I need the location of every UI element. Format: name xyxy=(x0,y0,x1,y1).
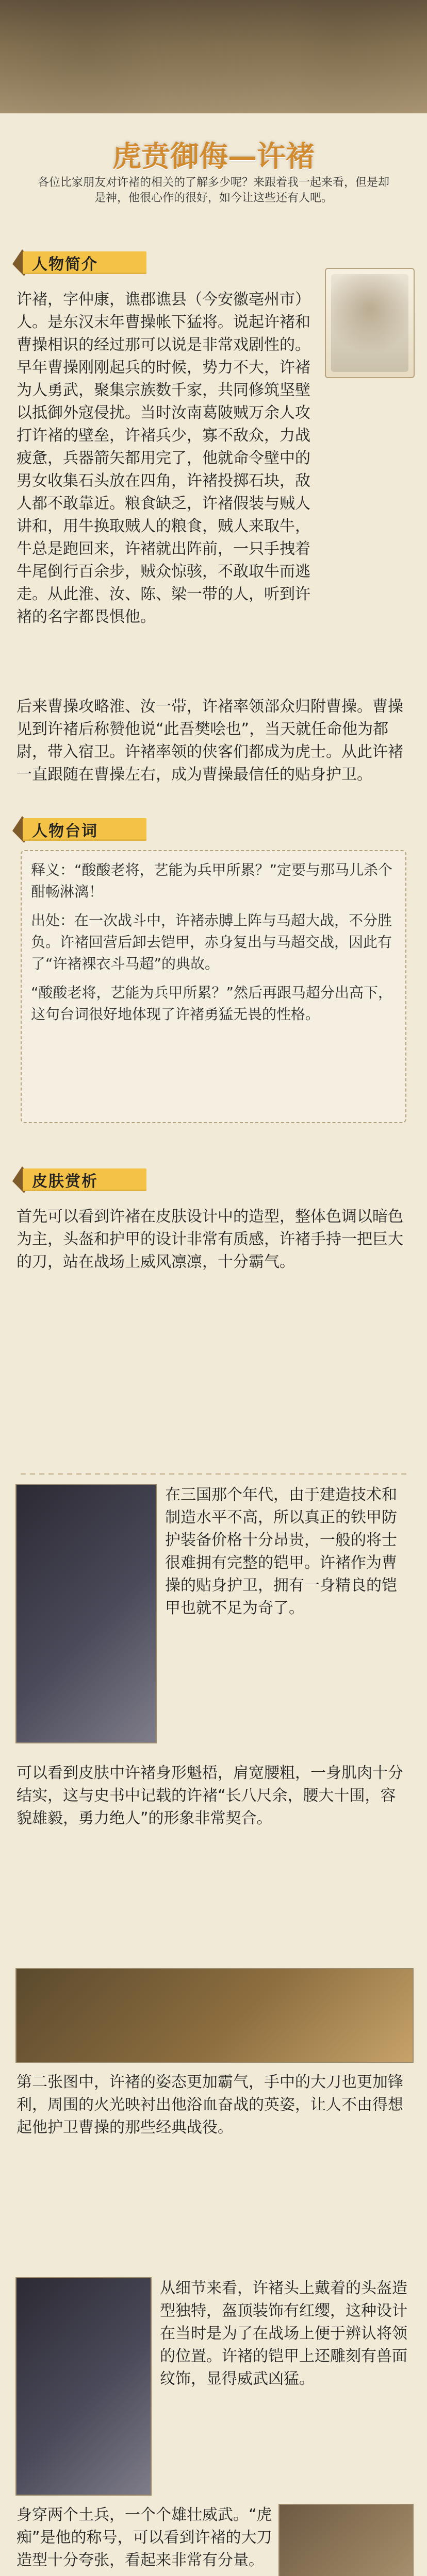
section-header-lines xyxy=(12,814,167,845)
lines-note: “酸酸老将，艺能为兵甲所累？”然后再跟马超分出高下，这句台词很好地体现了许褚勇猛无畏的性格。 xyxy=(31,984,393,1023)
portrait-figure xyxy=(325,268,415,378)
skin-image-3 xyxy=(15,2277,152,2496)
paragraph-text: 首先可以看到许褚在皮肤设计中的造型，整体色调以暗色为主，头盔和护甲的设计非常有质感，许褚手持一把巨大的刀，站在战场上威风凛凛，十分霸气。 xyxy=(17,1208,403,1271)
lines-box xyxy=(21,850,406,1123)
lines-quote: 释义：“酸酸老将，艺能为兵甲所累？”定要与那马儿杀个酣畅淋漓！ xyxy=(31,861,393,900)
section3-paragraph-2 xyxy=(165,1484,412,1752)
paragraph-text: 身穿两个土兵，一个个雄壮威武。“虎痴”是他的称号，可以看到许褚的大刀造型十分夸张，看起来非常有分量。 xyxy=(17,2506,272,2569)
lines-origin: 出处：在一次战斗中，许褚赤膊上阵与马超大战，不分胜负。许褚回营后卸去铠甲，赤身复出与马超交战，因此有了“许褚裸衣斗马超”的典故。 xyxy=(31,912,392,972)
section3-paragraph-1 xyxy=(17,1206,410,1463)
intro-text: 各位比家朋友对许褚的相关的了解多少呢？来跟着我一起来看，但是却是神，他很心作的很好，如今让这些还有人吧。 xyxy=(37,176,389,205)
paragraph-text: 第二张图中，许褚的姿态更加霸气，手中的大刀也更加锋利，周围的火光映衬出他浴血奋战的英姿，让人不由得想起他护卫曹操的那些经典战役。 xyxy=(17,2073,403,2137)
page-title: 虎贲御侮—许褚 xyxy=(112,140,315,174)
paragraph-text: 后来曹操攻略淮、汝一带，许褚率领部众归附曹操。曹操见到许褚后称赞他说“此吾樊哙也”，当天就任命他为都尉，带入宿卫。许褚率领的侠客们都成为虎士。从此许褚一直跟随在曹操左右，成为曹操最信任的贴身护卫。 xyxy=(17,698,403,784)
paragraph-text: 从细节来看，许褚头上戴着的头盔造型独特，盔顶装饰有红缨，这种设计在当时是为了在战场上便于辨认将领的位置。许褚的铠甲上还雕刻有兽面纹饰，显得威武凶猛。 xyxy=(160,2279,407,2388)
section-title: 人物简介 xyxy=(32,256,98,274)
paragraph-text: 可以看到皮肤中许褚身形魁梧，肩宽腰粗，一身肌肉十分结实，这与史书中记载的许褚“长八尺余，腰大十围，容貌雄毅，勇力绝人”的形象非常契合。 xyxy=(17,1764,403,1827)
section3-paragraph-5 xyxy=(160,2277,412,2494)
paragraph-text: 在三国那个年代，由于建造技术和制造水平不高，所以真正的铁甲防护装备价格十分昂贵，一般的将士很难拥有完整的铠甲。许褚作为曹操的贴身护卫，拥有一身精良的铠甲也就不足为奇了。 xyxy=(165,1486,397,1617)
skin-image-4 xyxy=(278,2504,414,2576)
section3-paragraph-6 xyxy=(17,2504,274,2576)
section-title: 皮肤赏析 xyxy=(32,1173,98,1191)
section1-paragraph-1 xyxy=(17,289,321,690)
portrait-icon xyxy=(331,274,408,372)
paragraph-text: 许褚，字仲康，谯郡谯县（今安徽亳州市）人。是东汉末年曹操帐下猛将。说起许褚和曹操相识的经过那可以说是非常戏剧性的。早年曹操刚刚起兵的时候，势力不大，许褚为人勇武，聚集宗族数千家，共同修筑坚壁以抵御外寇侵扰。当时汝南葛陂贼万余人攻打许褚的壁垒，许褚兵少，寡不敌众，力战疲惫，兵器箭矢都用完了，他就命令壁中的男女收集石头放在四角，许褚投掷石块，敌人都不敢靠近。粮食缺乏，许褚假装与贼人讲和，用牛换取贼人的粮食，贼人来取牛，牛总是跑回来，许褚就出阵前，一只手拽着牛尾倒行百余步，贼众惊骇，不敢取牛而逃走。从此淮、汝、陈、梁一带的人，听到许褚的名字都畏惧他。 xyxy=(17,291,310,626)
section-title: 人物台词 xyxy=(32,822,98,840)
hero-image xyxy=(0,0,427,113)
section3-paragraph-3 xyxy=(17,1762,410,1968)
skin-image-2 xyxy=(15,1968,414,2063)
section3-paragraph-4 xyxy=(17,2071,410,2287)
divider xyxy=(21,1473,406,1475)
section-header-skins xyxy=(12,1164,167,1195)
section-header-profile xyxy=(12,247,167,278)
skin-image-1 xyxy=(15,1484,157,1743)
